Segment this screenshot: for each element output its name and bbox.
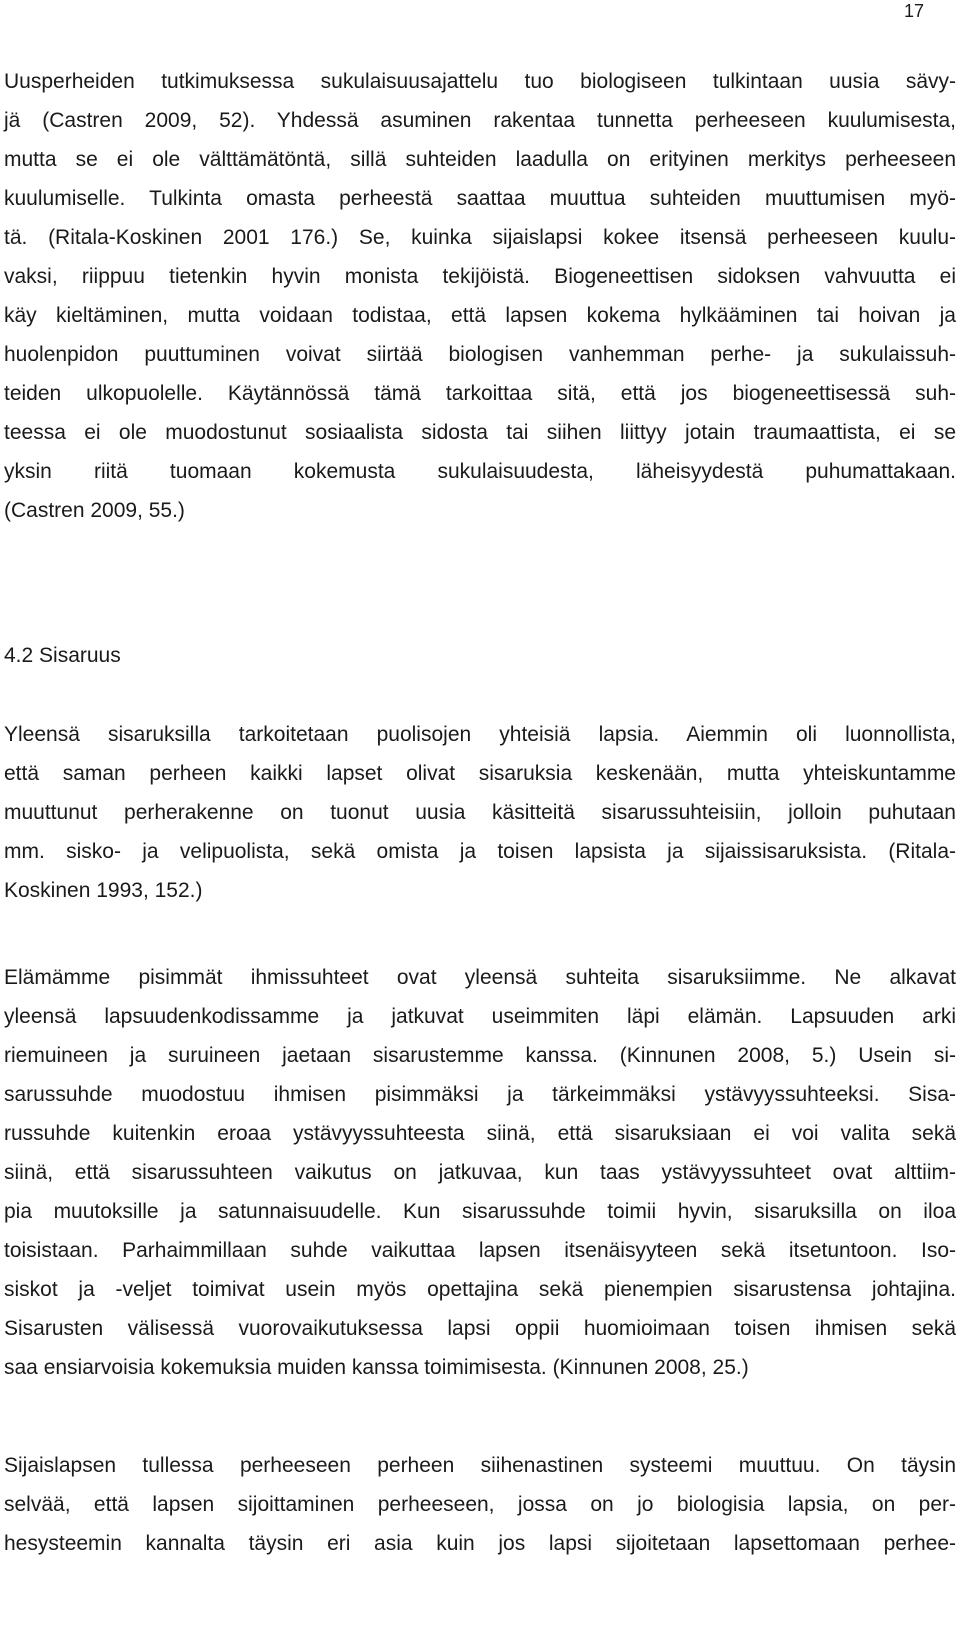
text-line: yleensä lapsuudenkodissamme ja jatkuvat useimmiten läpi elämän. Lapsuuden arki <box>4 1005 956 1028</box>
text-line: Sijaislapsen tullessa perheeseen perheen siihenastinen systeemi muuttuu. On täysin <box>4 1454 956 1477</box>
text-line: pia muutoksille ja satunnaisuudelle. Kun sisarussuhde toimii hyvin, sisaruksilla on iloa <box>4 1200 956 1223</box>
text-line: hesysteemin kannalta täysin eri asia kuin jos lapsi sijoitetaan lapsettomaan perhee- <box>4 1532 956 1555</box>
paragraph-sisarukset <box>4 715 956 910</box>
text-line: mutta se ei ole välttämätöntä, sillä suhteiden laadulla on erityinen merkitys perheeseen <box>4 148 956 171</box>
text-line: tä. (Ritala-Koskinen 2001 176.) Se, kuinka sijaislapsi kokee itsensä perheeseen kuulu- <box>4 226 956 249</box>
section-heading-container <box>4 636 956 675</box>
text-line: Sisarusten välisessä vuorovaikutuksessa lapsi oppii huomioimaan toisen ihmisen sekä <box>4 1317 956 1340</box>
text-line: käy kieltäminen, mutta voidaan todistaa, että lapsen kokema hylkääminen tai hoivan ja <box>4 304 956 327</box>
text-line: vaksi, riippuu tietenkin hyvin monista tekijöistä. Biogeneettisen sidoksen vahvuutta ei <box>4 265 956 288</box>
text-line: toisistaan. Parhaimmillaan suhde vaikuttaa lapsen itsenäisyyteen sekä itsetuntoon. Iso- <box>4 1239 956 1262</box>
text-line: Yleensä sisaruksilla tarkoitetaan puolisojen yhteisiä lapsia. Aiemmin oli luonnollista, <box>4 723 956 746</box>
text-line: jä (Castren 2009, 52). Yhdessä asuminen rakentaa tunnetta perheeseen kuulumisesta, <box>4 109 956 132</box>
text-line: (Castren 2009, 55.) <box>4 499 185 522</box>
text-line: Uusperheiden tutkimuksessa sukulaisuusajattelu tuo biologiseen tulkintaan uusia sävy- <box>4 70 956 93</box>
page-number: 17 <box>903 1 924 21</box>
text-line: Elämämme pisimmät ihmissuhteet ovat yleensä suhteita sisaruksiimme. Ne alkavat <box>4 966 956 989</box>
section-heading: 4.2 Sisaruus <box>4 644 121 667</box>
text-line: huolenpidon puuttuminen voivat siirtää biologisen vanhemman perhe- ja sukulaissuh- <box>4 343 956 366</box>
text-line: riemuineen ja suruineen jaetaan sisarustemme kanssa. (Kinnunen 2008, 5.) Usein si- <box>4 1044 956 1067</box>
text-line: selvää, että lapsen sijoittaminen perheeseen, jossa on jo biologisia lapsia, on per- <box>4 1493 956 1516</box>
text-line: että saman perheen kaikki lapset olivat sisaruksia keskenään, mutta yhteiskuntamme <box>4 762 956 785</box>
text-line: saa ensiarvoisia kokemuksia muiden kanssa toimimisesta. (Kinnunen 2008, 25.) <box>4 1356 749 1379</box>
text-line: muuttunut perherakenne on tuonut uusia käsitteitä sisarussuhteisiin, jolloin puhutaan <box>4 801 956 824</box>
text-line: Koskinen 1993, 152.) <box>4 879 203 902</box>
paragraph-sijaislapsi <box>4 1446 956 1563</box>
paragraph-uusperheet <box>4 62 956 530</box>
text-line: yksin riitä tuomaan kokemusta sukulaisuudesta, läheisyydestä puhumattakaan. <box>4 460 956 483</box>
text-line: siskot ja -veljet toimivat usein myös opettajina sekä pienempien sisarustensa johtajina. <box>4 1278 956 1301</box>
text-line: russuhde kuitenkin eroaa ystävyyssuhteesta siinä, että sisaruksiaan ei voi valita sekä <box>4 1122 956 1145</box>
text-line: mm. sisko- ja velipuolista, sekä omista ja toisen lapsista ja sijaissisaruksista. (Ritala- <box>4 840 956 863</box>
text-line: siinä, että sisarussuhteen vaikutus on jatkuvaa, kun taas ystävyyssuhteet ovat alttiim- <box>4 1161 956 1184</box>
paragraph-ihmissuhteet <box>4 958 956 1387</box>
text-line: sarussuhde muodostuu ihmisen pisimmäksi ja tärkeimmäksi ystävyyssuhteeksi. Sisa- <box>4 1083 956 1106</box>
text-line: teessa ei ole muodostunut sosiaalista sidosta tai siihen liittyy jotain traumaattista, ei se <box>4 421 956 444</box>
text-line: teiden ulkopuolelle. Käytännössä tämä tarkoittaa sitä, että jos biogeneettisessä suh- <box>4 382 956 405</box>
text-line: kuulumiselle. Tulkinta omasta perheestä saattaa muuttua suhteiden muuttumisen myö- <box>4 187 956 210</box>
